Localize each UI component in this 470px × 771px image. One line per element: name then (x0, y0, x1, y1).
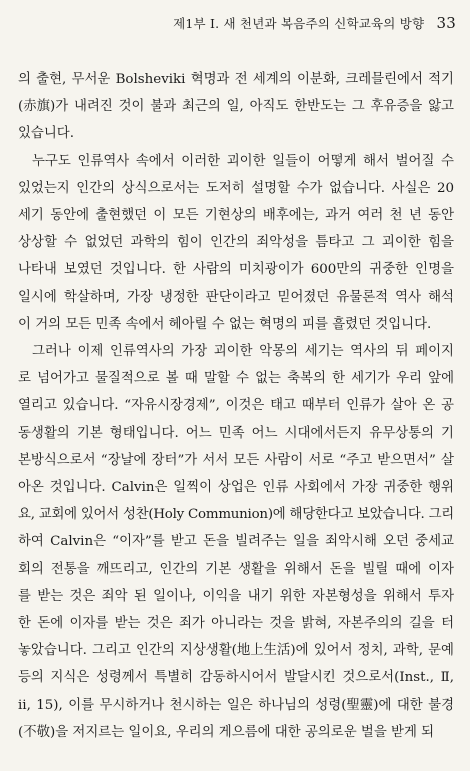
paragraph-start-line: 누구도 인류역사 속에서 이러한 괴이한 일들이 어떻게 해서 벌어질 수 (32, 153, 454, 169)
text-line: 하여 Calvin은 “이자”를 받고 돈을 빌려주는 일을 죄악시해 오던 중세교 (18, 534, 454, 550)
text-line: 이 거의 모든 민족 속에서 헤아릴 수 없는 혁명의 피를 흘렸던 것입니다. (18, 316, 432, 332)
text-line: (不敬)을 저지르는 일이요, 우리의 게으름에 대한 공의로운 벌을 받게 되 (18, 724, 435, 740)
text-line: 요, 교회에 있어서 성찬(Holy Communion)에 해당한다고 보았습니다. 그리 (18, 507, 454, 523)
text-line: 를 받는 것은 죄악 된 일이나, 이익을 내기 위한 자본형성을 위해서 투자 (18, 588, 454, 604)
text-line: 회의 전통을 깨뜨리고, 인간의 기본 생활을 위해서 돈을 빌릴 때에 이자 (18, 561, 454, 577)
text-line: 등의 지식은 성령께서 특별히 감동하시어서 발달시킨 것으로서(Inst., Ⅱ, (18, 670, 454, 686)
page-number: 33 (436, 14, 456, 32)
paragraph-start-line: 그러나 이제 인류역사의 가장 괴이한 악몽의 세기는 역사의 뒤 페이지 (32, 344, 454, 360)
text-line: 한 돈에 이자를 받는 것은 죄가 아니라는 것을 밝혀, 자본주의의 길을 터 (18, 616, 454, 632)
text-line: ⅱ, 15), 이를 무시하거나 천시하는 일은 하나님의 성령(聖靈)에 대한 불경 (18, 697, 454, 713)
text-line: 로 넘어가고 물질적으로 볼 때 말할 수 없는 축복의 한 세기가 우리 앞에 (18, 371, 454, 387)
text-line: 일시에 학살하며, 가장 냉정한 판단이라고 믿어졌던 유물론적 역사 해석 (18, 289, 454, 305)
body-text (18, 66, 454, 746)
text-line: 있습니다. (18, 126, 74, 142)
text-line: 열리고 있습니다. “자유시장경제”, 이것은 태고 때부터 인류가 살아 온 공 (18, 398, 454, 414)
text-line: (赤旗)가 내려진 것이 불과 최근의 일, 아직도 한반도는 그 후유증을 앓고 (18, 99, 454, 115)
text-line: 나타내 보였던 것입니다. 한 사람의 미치광이가 600만의 귀중한 인명을 (18, 262, 454, 278)
text-line: 본방식으로서 “장날에 장터”가 서서 모든 사람이 서로 “주고 받으면서” 살 (18, 452, 454, 468)
running-header (0, 14, 456, 32)
header-chapter-title: Ⅰ. 새 천년과 복음주의 신학교육의 방향 (210, 16, 425, 31)
text-line: 아온 것입니다. Calvin은 일찍이 상업은 인류 사회에서 가장 귀중한 행위 (18, 480, 454, 496)
text-line: 놓았습니다. 그리고 인간의 지상생활(地上生活)에 있어서 정치, 과학, 문예 (18, 643, 454, 659)
text-line: 세기 동안에 출현했던 이 모든 기현상의 배후에는, 과거 여러 천 년 동안 (18, 208, 454, 224)
header-part: 제1부 (173, 16, 206, 31)
text-line: 있었는지 인간의 상식으로서는 도저히 설명할 수가 없습니다. 사실은 20 (18, 180, 454, 196)
text-line: 의 출현, 무서운 Bolsheviki 혁명과 전 세계의 이분화, 크레믈린에서 적기 (18, 72, 454, 87)
text-line: 상상할 수 없었던 과학의 힘이 인간의 죄악성을 틈타고 그 괴이한 힘을 (18, 235, 454, 251)
text-line: 동생활의 기본 형태입니다. 어느 민족 어느 시대에서든지 유무상통의 기 (18, 425, 454, 441)
